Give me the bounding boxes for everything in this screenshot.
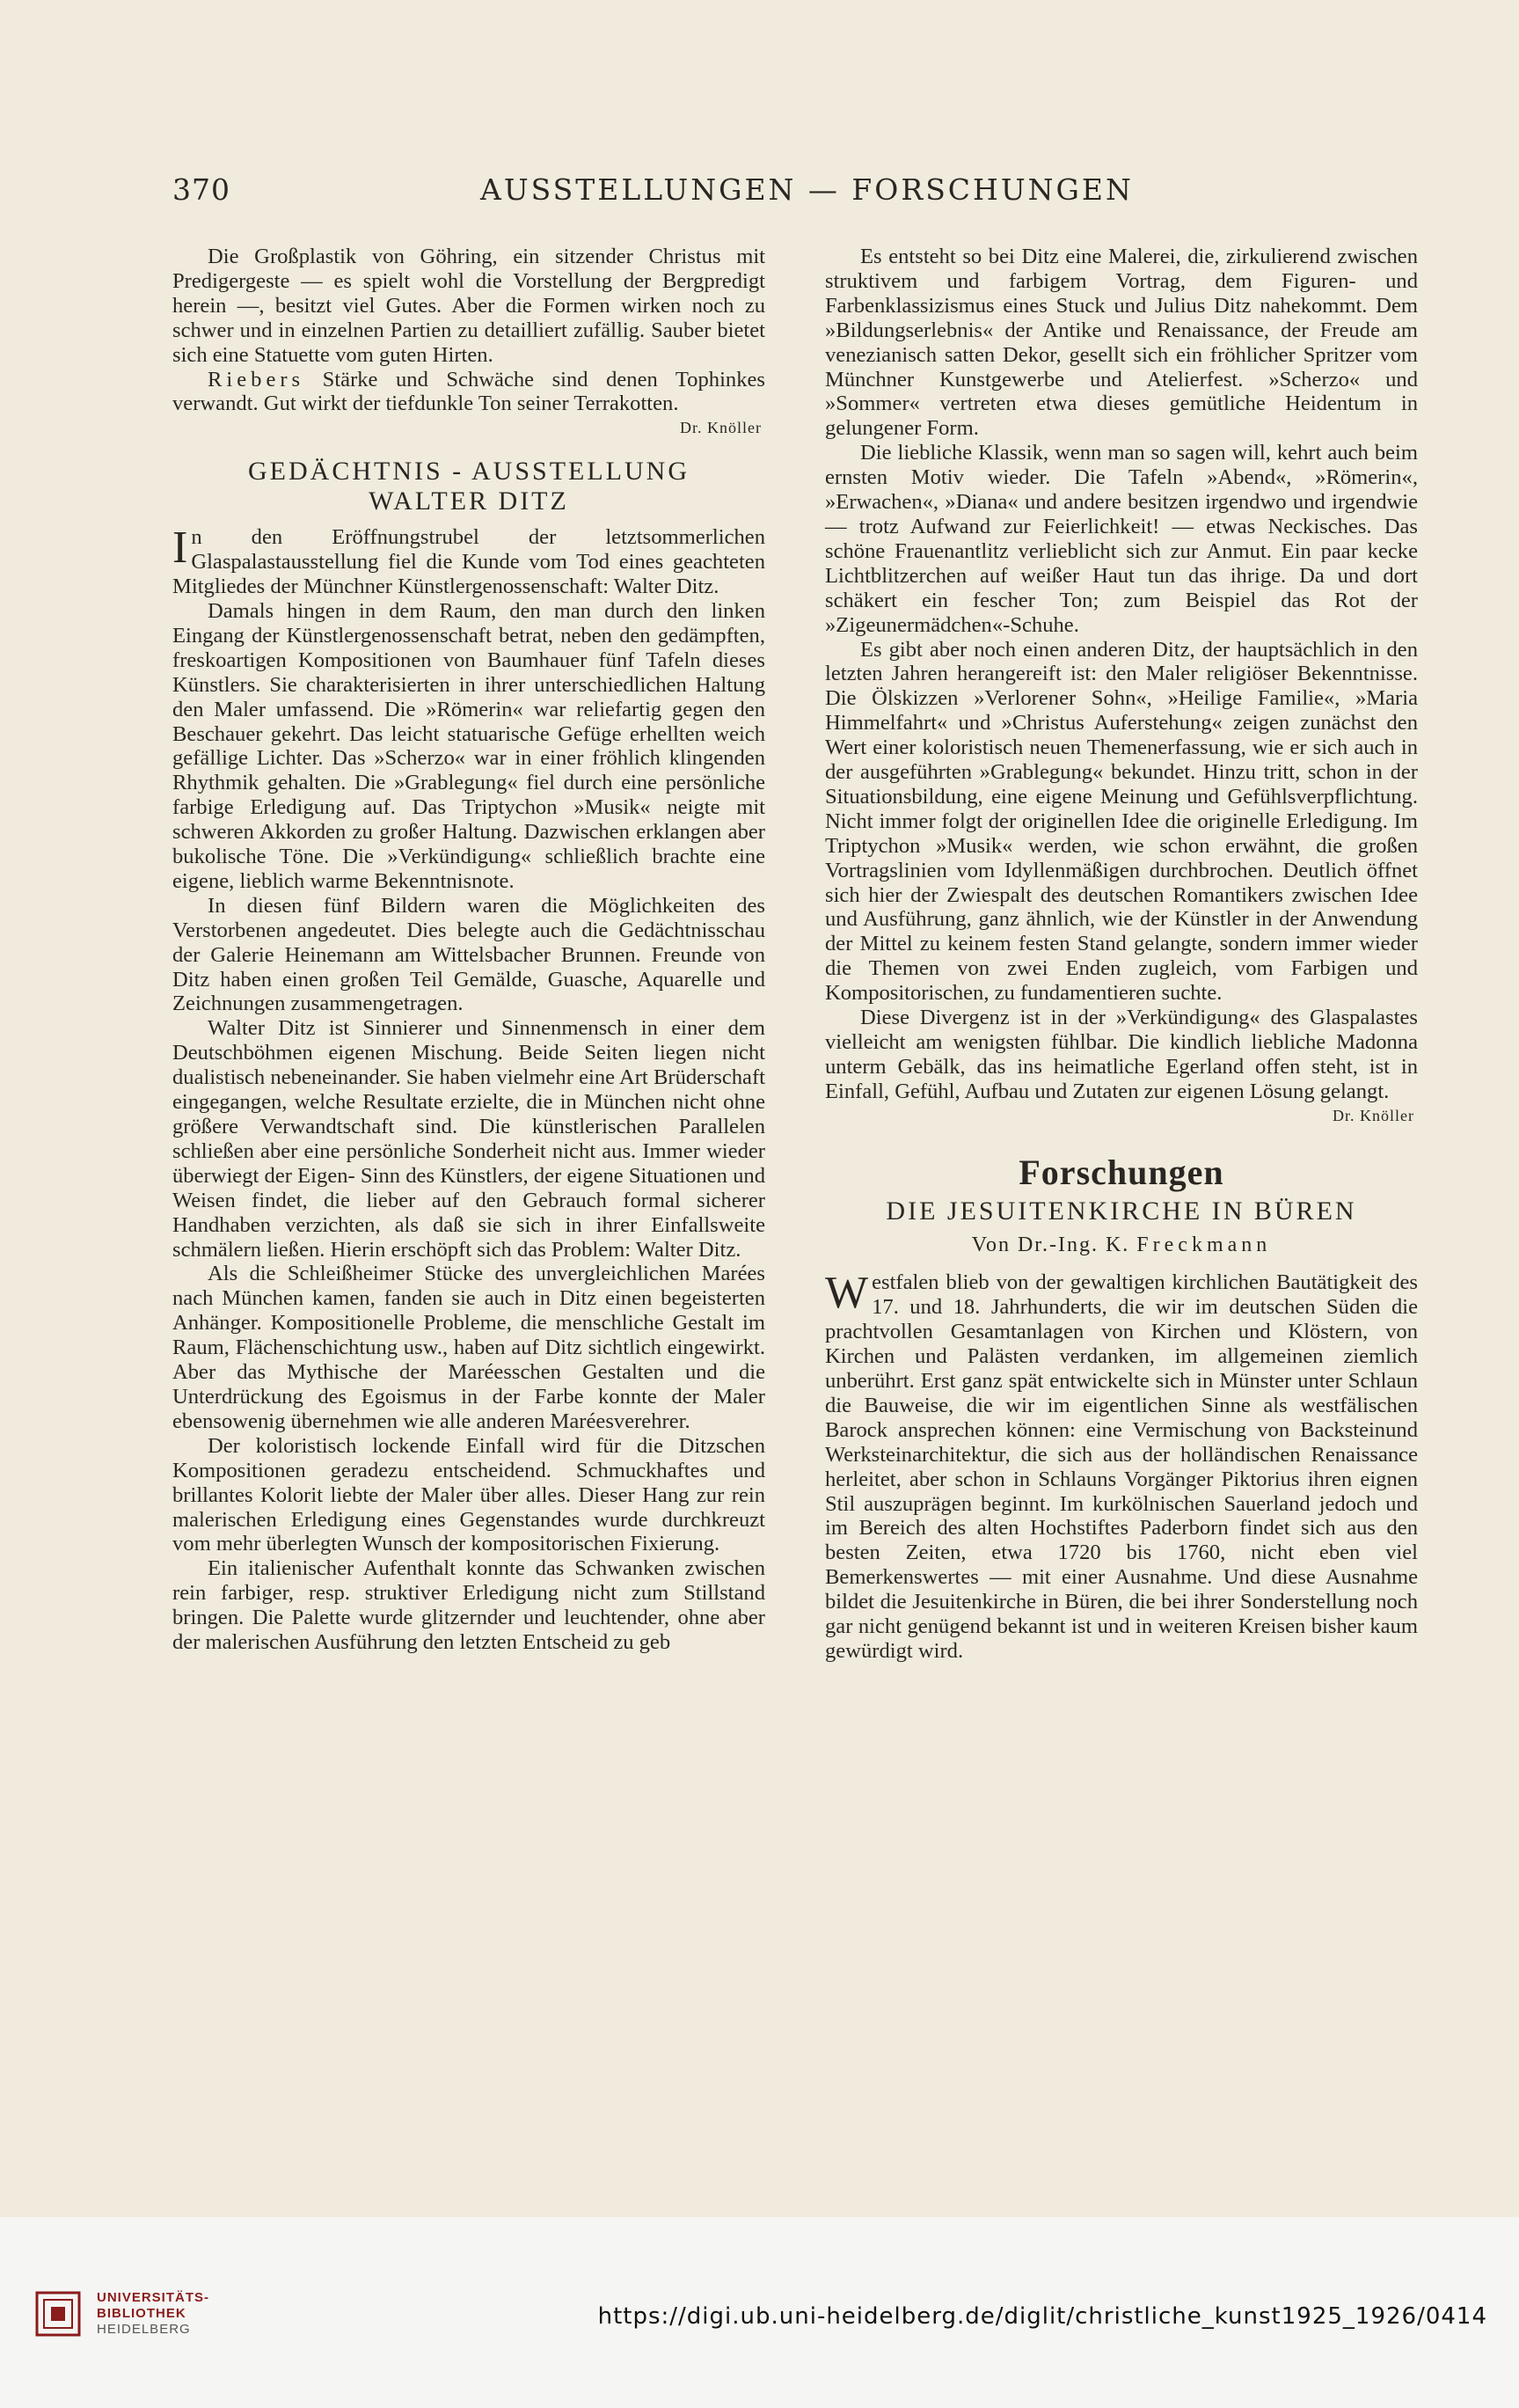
paragraph: In den Eröffnungstrubel der letztsommerlichen Glaspalastausstellung fiel die Kunde vom Tod eines geachteten Mitgliedes der Münchner Künstlergenossenschaft: Walter Ditz. (172, 523, 765, 599)
paragraph: Die liebliche Klassik, wenn man so sagen will, kehrt auch beim ernsten Motiv wieder. Die Tafeln »Abend«, »Römerin«, »Erwachen«, »Diana« und andere besitzen irgendwo und irgendwie — trotz Aufwand zur Feierlichkeit! — etwas Neckisches. Das schöne Frauenantlitz verlieblicht sich zur Anmut. Ein paar kecke Lichtblitzerchen auf weißer Haut tun das ihrige. Da und dort schäkert ein fescher Ton; zum Beispiel das Rot der »Zigeunermädchen«-Schuhe. (825, 441, 1418, 637)
page-header (172, 172, 1418, 218)
drop-cap: W (825, 1268, 869, 1319)
signature: Dr. Knöller (1333, 1106, 1414, 1124)
paragraph: Walter Ditz ist Sinnierer und Sinnenmensch in einer dem Deutschböhmen eigenen Mischung. Beide Seiten liegen nicht dualistisch nebeneinander. Sie haben vielmehr eine Art Brüderschaft eingegangen, welche Resultate erzielte, die in München nicht ohne größere Verwandtschaft sind. Die künstlerischen Parallelen schließen aber eine persönliche Sonderheit nicht aus. Immer wieder überwiegt der Eigen- Sinn des Künstlers, der eigene Situationen und Weisen findet, die lieber auf den Gebrauch formal sicherer Handhaben verzichten, als daß sie sich in ihrer Einfallsweite schmälern ließen. Hierin erschöpft sich das Problem: Walter Ditz. (172, 1016, 765, 1262)
page-number: 370 (172, 172, 230, 207)
permalink-url[interactable]: https://digi.ub.uni-heidelberg.de/diglit/christliche_kunst1925_1926/0414 (597, 2303, 1487, 2330)
right-column (825, 245, 1418, 1664)
paragraph: Es gibt aber noch einen anderen Ditz, der hauptsächlich in den letzten Jahren herangereift ist: den Maler religiöser Bekenntnisse. Die Ölskizzen »Verlorener Sohn«, »Heilige Familie«, »Maria Himmelfahrt« und »Christus Auferstehung« zeigen zunächst den Wert einer koloristisch neuen Themenerfassung, wie er sich auch in der ausgeführten »Grablegung« bekundet. Hinzu tritt, schon in der Situationsbildung, eine eigene Meinung und Gefühlsverpflichtung. Nicht immer folgt der originellen Idee die originelle Erledigung. Im Triptychon »Musik« werden, wie schon erwähnt, die großen Vortragslinien vom Idyllenmäßigen durchbrochen. Deutlich öffnet sich hier der Zwiespalt des deutschen Romantikers zwischen Idee und Ausführung, ganz ähnlich, wie der Künstler in der Anwendung der Mittel zu keinem festen Stand gelangte, sondern immer wieder die Themen von zwei Enden zugleich, vom Farbigen und Kompositorischen, zu fundamentieren suchte. (825, 637, 1418, 1006)
paragraph: In diesen fünf Bildern waren die Möglichkeiten des Verstorbenen angedeutet. Dies belegte auch die Gedächtnisschau der Galerie Heinemann am Wittelsbacher Brunnen. Freunde von Ditz haben einen großen Teil Gemälde, Guasche, Aquarelle und Zeichnungen zusammengetragen. (172, 893, 765, 1016)
author-name: Riebers (208, 367, 305, 392)
paragraph: Als die Schleißheimer Stücke des unvergleichlichen Marées nach München kamen, fanden sie auch in Ditz einen begeisterten Anhänger. Kompositionelle Probleme, die menschliche Gestalt im Raum, Flächenschichtung usw., haben auf Ditz sichtlich eingewirkt. Aber das Mythische der Maréesschen Gestalten und die Unterdrückung des Egoismus in der Farbe konnte der Maler ebensowenig übernehmen wie alle anderen Maréesverehrer. (172, 1262, 765, 1433)
library-name: UNIVERSITÄTS- BIBLIOTHEK HEIDELBERG (97, 2290, 210, 2337)
paragraph: Ein italienischer Aufenthalt konnte das Schwanken zwischen rein farbiger, resp. struktiver Erledigung nicht zum Stillstand bringen. Die Palette wurde glitzernder und leuchtender, ohne aber der malerischen Ausführung den letzten Entscheid zu geb (172, 1556, 765, 1655)
signature-line (172, 416, 765, 441)
paragraph: Die Großplastik von Göhring, ein sitzender Christus mit Predigergeste — es spielt wohl die Vorstellung der Bergpredigt herein —, besitzt viel Gutes. Aber die Formen wirken noch zu schwer und in einzelnen Partien zu detailliert zufällig. Sauber bietet sich eine Statuette vom guten Hirten. (172, 245, 765, 367)
paragraph: Damals hingen in dem Raum, den man durch den linken Eingang der Künstlergenossenschaft betrat, neben den gedämpften, freskoartigen Kompositionen von Baumhauer fünf Tafeln dieses Künstlers. Sie charakterisierten in ihrer unterschiedlichen Haltung den Maler umfassend. Die »Römerin« war reliefartig gegen den Beschauer gekehrt. Das leicht statuarische Gefüge erhellten weich gefällige Lichter. Das »Scherzo« war in einer fröhlich klingenden Rhythmik gehalten. Die »Grablegung« fiel durch eine persönliche farbige Erledigung auf. Das Triptychon »Musik« neigte mit schweren Akkorden zu großer Haltung. Dazwischen erklangen aber bukolische Töne. Die »Verkündigung« schließlich brachte eine eigene, lieblich warme Bekenntnisnote. (172, 598, 765, 893)
signature-line (825, 1104, 1418, 1129)
running-title: AUSSTELLUNGEN — FORSCHUNGEN (480, 172, 1134, 207)
library-seal-icon (32, 2287, 84, 2340)
paragraph: Westfalen blieb von der gewaltigen kirchlichen Bautätigkeit des 17. und 18. Jahrhunderts, die wir im deutschen Süden die prachtvollen Gesamtanlagen von Kirchen und Klöstern, von Kirchen und Palästen verdanken, im allgemeinen ziemlich unberührt. Erst ganz spät entwickelte sich in Münster unter Schlaun die Bauweise, die wir im eigentlichen Sinne als westfälischen Barock ansprechen können: eine Vermischung von Backsteinund Werksteinarchitektur, die sich aus der holländischen Renaissance herleitet, aber schon in Schlauns Vorgänger Piktorius ihren eignen Stil auszuprägen beginnt. Im kurkölnischen Sauerland jedoch und im Bereich des alten Hochstiftes Paderborn findet sich aus den besten Zeiten, etwa 1720 bis 1760, nicht eben viel Bemerkenswertes — mit einer Ausnahme. Und diese Ausnahme bildet die Jesuitenkirche in Büren, die bei ihrer Sonderstellung noch gar nicht genügend bekannt ist und in weiteren Kreisen bisher kaum gewürdigt wird. (825, 1268, 1418, 1663)
library-logo[interactable] (32, 2287, 209, 2340)
section-title: GEDÄCHTNIS - AUSSTELLUNG WALTER DITZ (248, 457, 690, 516)
byline: Von Dr.-Ing. K. Freckmann (971, 1233, 1272, 1257)
paragraph: Der koloristisch lockende Einfall wird für die Ditzschen Kompositionen geradezu entscheidend. Schmuckhaftes und brillantes Kolorit liebte der Maler über alles. Dieser Hang zur rein malerischen Erledigung eines Gegenstandes wurde durchkreuzt vom mehr überlegten Wunsch der kompositorischen Fixierung. (172, 1433, 765, 1556)
section-heading: Forschungen (1019, 1152, 1224, 1192)
drop-cap: I (172, 523, 188, 574)
paragraph: Es entsteht so bei Ditz eine Malerei, die, zirkulierend zwischen struktivem und farbigem Vortrag, dem Figuren- und Farbenklassizismus eines Stuck und Julius Ditz nahekommt. Dem »Bildungserlebnis« der Antike und Renaissance, der Freude am venezianisch satten Dekor, gesellt sich ein fröhlicher Spritzer vom Münchner Kunstgewerbe und Atelierfest. »Scherzo« und »Sommer« vertreten etwa dieses gemütliche Heidentum in gelungener Form. (825, 245, 1418, 441)
signature: Dr. Knöller (680, 419, 762, 437)
paragraph: Riebers Stärke und Schwäche sind denen Tophinkes verwandt. Gut wirkt der tiefdunkle Ton seiner Terrakotten. (172, 367, 765, 416)
article-title: DIE JESUITENKIRCHE IN BÜREN (886, 1196, 1357, 1226)
paragraph: Diese Divergenz ist in der »Verkündigung« des Glaspalastes vielleicht am wenigsten fühlbar. Die kindlich liebliche Madonna unterm Gebälk, das ins heimatliche Egerland offen steht, ist in Einfall, Gefühl, Aufbau und Zutaten zur eigenen Lösung gelangt. (825, 1006, 1418, 1103)
left-column (172, 245, 765, 1655)
